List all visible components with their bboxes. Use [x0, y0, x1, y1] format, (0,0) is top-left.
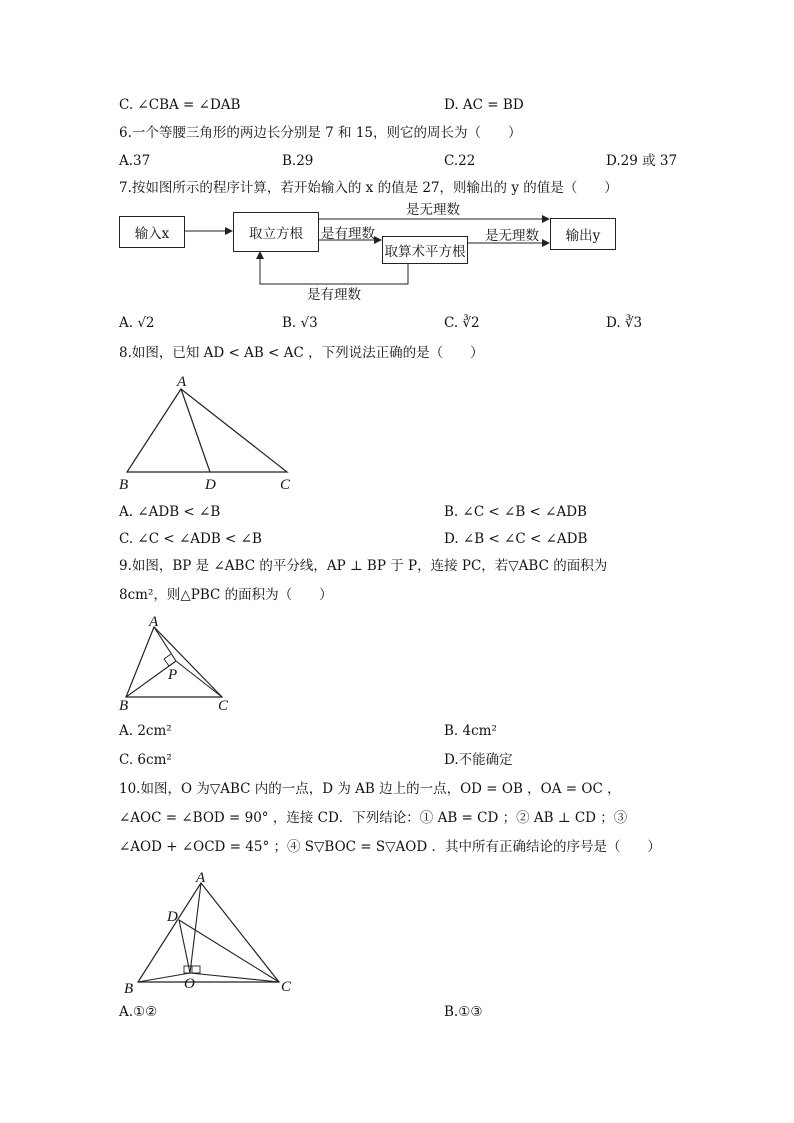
q9-option-b: B. 4cm²: [444, 723, 497, 739]
q8-label-a: A: [177, 374, 187, 390]
q8-stem: 8.如图，已知 AD < AB < AC ，下列说法正确的是（ ）: [119, 345, 484, 361]
q6-option-d: D.29 或 37: [606, 153, 678, 169]
q10-triangle-abc: [138, 883, 279, 982]
q9-label-c: C: [218, 698, 229, 714]
q7-option-c: C. ∛2: [444, 315, 480, 331]
q7-stem: 7.按如图所示的程序计算，若开始输入的 x 的值是 27，则输出的 y 的值是（ ）: [119, 180, 618, 196]
flow-label-irrational-top: 是无理数: [406, 202, 460, 218]
q8-option-c: C. ∠C < ∠ADB < ∠B: [119, 531, 262, 547]
q8-label-d: D: [205, 477, 216, 493]
q10-stem-line2: ∠AOC = ∠BOD = 90° ，连接 CD．下列结论：① AB = CD ；② AB ⊥ CD ；③: [119, 810, 628, 826]
q6-stem: 6.一个等腰三角形的两边长分别是 7 和 15，则它的周长为（ ）: [119, 125, 522, 141]
q9-label-p: P: [168, 667, 178, 683]
flow-input-box: 输入x: [119, 216, 185, 248]
q5-option-d: D. AC = BD: [444, 97, 524, 113]
q7-option-d: D. ∛3: [606, 315, 643, 331]
q7-option-b: B. √3: [282, 315, 318, 331]
flow-label-irrational-right: 是无理数: [485, 228, 539, 244]
q7-option-a: A. √2: [119, 315, 155, 331]
q10-stem-line1: 10.如图，O 为▽ABC 内的一点，D 为 AB 边上的一点，OD = OB ，OA = OC ，: [119, 781, 621, 797]
q8-option-a: A. ∠ADB < ∠B: [119, 504, 221, 520]
q9-option-d: D.不能确定: [444, 752, 513, 768]
flow-cube-root-box: 取立方根: [233, 212, 319, 252]
flow-label-rational-mid: 是有理数: [321, 226, 375, 242]
q10-stem-line3: ∠AOD + ∠OCD = 45° ；④ S▽BOC = S▽AOD ．其中所有正确结论的序号是（ ）: [119, 839, 661, 855]
q10-segment-bo: [138, 973, 190, 982]
flow-output-box: 输出y: [550, 218, 616, 250]
q8-option-d: D. ∠B < ∠C < ∠ADB: [444, 531, 588, 547]
q10-label-a: A: [196, 870, 206, 886]
q10-option-b: B.①③: [444, 1004, 483, 1020]
q8-option-b: B. ∠C < ∠B < ∠ADB: [444, 504, 587, 520]
q10-label-c: C: [281, 979, 292, 995]
q9-option-a: A. 2cm²: [119, 723, 172, 739]
q10-option-a: A.①②: [119, 1004, 158, 1020]
q10-label-d: D: [167, 909, 178, 925]
q9-option-c: C. 6cm²: [119, 752, 172, 768]
q9-label-b: B: [119, 698, 129, 714]
q9-stem-line1: 9.如图，BP 是 ∠ABC 的平分线，AP ⊥ BP 于 P，连接 PC，若▽ABC 的面积为: [119, 558, 608, 574]
q9-stem-line2: 8cm²，则△PBC 的面积为（ ）: [119, 587, 333, 603]
q10-label-o: O: [184, 976, 195, 992]
q10-label-b: B: [124, 981, 134, 997]
q5-option-c: C. ∠CBA = ∠DAB: [119, 97, 241, 113]
q9-label-a: A: [149, 614, 159, 630]
q10-segment-od: [179, 920, 190, 973]
flow-sqrt-box: 取算术平方根: [382, 236, 468, 264]
q8-label-c: C: [280, 477, 291, 493]
q6-option-c: C.22: [444, 153, 476, 169]
q6-option-a: A.37: [119, 153, 151, 169]
q6-option-b: B.29: [282, 153, 314, 169]
flow-label-rational-bottom: 是有理数: [307, 287, 361, 303]
q8-label-b: B: [119, 477, 129, 493]
